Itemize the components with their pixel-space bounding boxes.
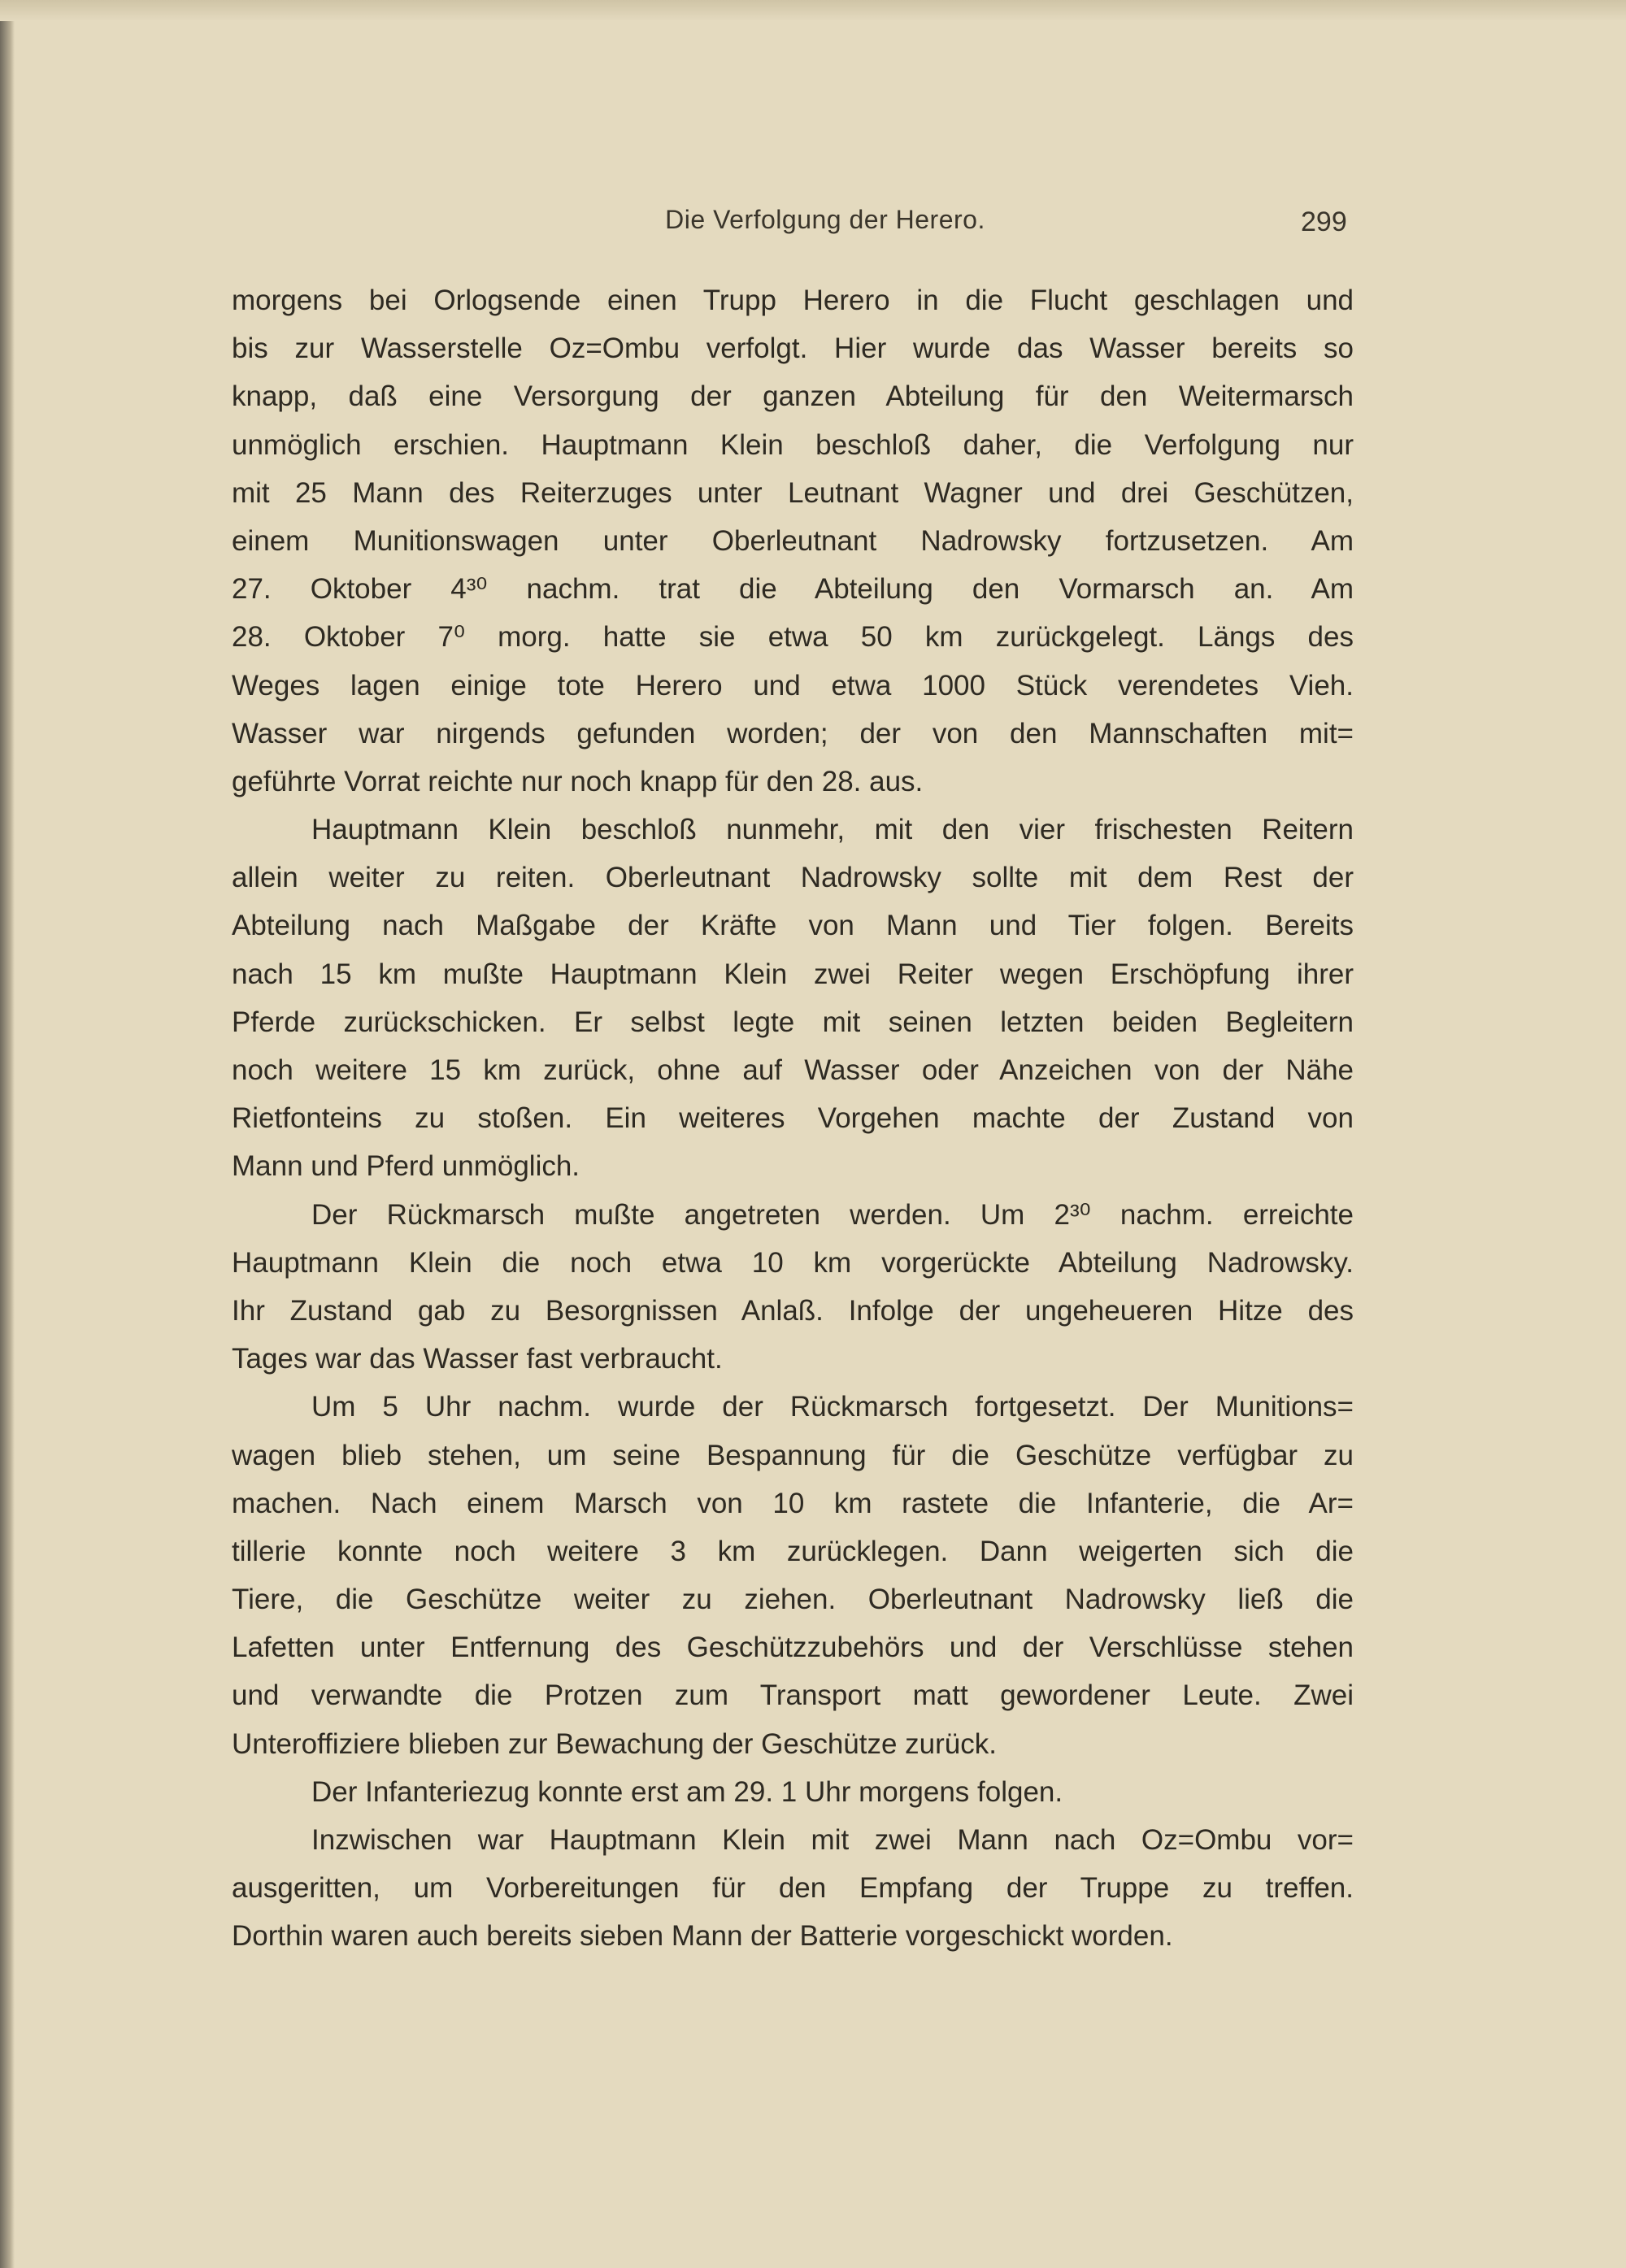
text-line: Dorthin waren auch bereits sieben Mann der Batterie vorgeschickt worden. bbox=[232, 1920, 1173, 1953]
text-line: allein weiter zu reiten. Oberleutnant Nadrowsky sollte mit dem Rest der bbox=[232, 862, 1354, 894]
paragraph bbox=[232, 1821, 1354, 1966]
text-line: und verwandte die Protzen zum Transport matt gewordener Leute. Zwei bbox=[232, 1679, 1354, 1712]
text-line: Der Infanteriezug konnte erst am 29. 1 Uhr morgens folgen. bbox=[311, 1775, 1063, 1808]
text-line: Wasser war nirgends gefunden worden; der von den Mannschaften mit= bbox=[232, 717, 1354, 749]
paragraph bbox=[232, 1388, 1354, 1773]
paragraph bbox=[232, 810, 1354, 1196]
text-line: Pferde zurückschicken. Er selbst legte mit seinen letzten beiden Begleitern bbox=[232, 1006, 1354, 1038]
text-line: Mann und Pferd unmöglich. bbox=[232, 1150, 580, 1183]
text-line: wagen blieb stehen, um seine Bespannung für die Geschütze verfügbar zu bbox=[232, 1439, 1354, 1471]
text-line: ausgeritten, um Vorbereitungen für den Empfang der Truppe zu treffen. bbox=[232, 1872, 1354, 1905]
text-line: Abteilung nach Maßgabe der Kräfte von Mann und Tier folgen. Bereits bbox=[232, 910, 1354, 942]
text-line: bis zur Wasserstelle Oz=Ombu verfolgt. Hier wurde das Wasser bereits so bbox=[232, 332, 1354, 365]
text-line: Weges lagen einige tote Herero und etwa 1000 Stück verendetes Vieh. bbox=[232, 669, 1354, 702]
text-line: Lafetten unter Entfernung des Geschützzubehörs und der Verschlüsse stehen bbox=[232, 1631, 1354, 1664]
text-line: Tages war das Wasser fast verbraucht. bbox=[232, 1343, 723, 1375]
text-line: Tiere, die Geschütze weiter zu ziehen. Oberleutnant Nadrowsky ließ die bbox=[232, 1584, 1354, 1616]
page-top-edge bbox=[0, 0, 1626, 21]
text-line: Hauptmann Klein beschloß nunmehr, mit den vier frischesten Reitern bbox=[311, 814, 1354, 846]
text-line: nach 15 km mußte Hauptmann Klein zwei Reiter wegen Erschöpfung ihrer bbox=[232, 958, 1354, 990]
text-line: Rietfonteins zu stoßen. Ein weiteres Vorgehen machte der Zustand von bbox=[232, 1102, 1354, 1135]
paragraph bbox=[232, 281, 1354, 810]
text-line: Inzwischen war Hauptmann Klein mit zwei Mann nach Oz=Ombu vor= bbox=[311, 1824, 1354, 1856]
body-text bbox=[232, 281, 1354, 1966]
text-line: geführte Vorrat reichte nur noch knapp für den 28. aus. bbox=[232, 765, 924, 797]
text-line: unmöglich erschien. Hauptmann Klein beschloß daher, die Verfolgung nur bbox=[232, 428, 1354, 461]
paragraph bbox=[232, 1773, 1354, 1821]
book-spine-edge bbox=[0, 0, 15, 2268]
text-line: machen. Nach einem Marsch von 10 km rastete die Infanterie, die Ar= bbox=[232, 1487, 1354, 1519]
text-line: Ihr Zustand gab zu Besorgnissen Anlaß. Infolge der ungeheueren Hitze des bbox=[232, 1294, 1354, 1327]
text-line: tillerie konnte noch weitere 3 km zurücklegen. Dann weigerten sich die bbox=[232, 1535, 1354, 1567]
text-line: 28. Oktober 7⁰ morg. hatte sie etwa 50 km zurückgelegt. Längs des bbox=[232, 621, 1354, 654]
text-line: Um 5 Uhr nachm. wurde der Rückmarsch fortgesetzt. Der Munitions= bbox=[311, 1391, 1354, 1423]
text-line: mit 25 Mann des Reiterzuges unter Leutnant Wagner und drei Geschützen, bbox=[232, 476, 1354, 509]
text-line: 27. Oktober 4³⁰ nachm. trat die Abteilung den Vormarsch an. Am bbox=[232, 573, 1354, 606]
running-title: Die Verfolgung der Herero. bbox=[665, 205, 985, 234]
text-line: Der Rückmarsch mußte angetreten werden. Um 2³⁰ nachm. erreichte bbox=[311, 1198, 1354, 1231]
page-number: 299 bbox=[1301, 206, 1347, 237]
text-line: einem Munitionswagen unter Oberleutnant Nadrowsky fortzusetzen. Am bbox=[232, 524, 1354, 557]
paragraph bbox=[232, 1196, 1354, 1388]
text-line: morgens bei Orlogsende einen Trupp Herero in die Flucht geschlagen und bbox=[232, 285, 1354, 316]
text-line: noch weitere 15 km zurück, ohne auf Wasser oder Anzeichen von der Nähe bbox=[232, 1054, 1354, 1086]
text-line: Hauptmann Klein die noch etwa 10 km vorgerückte Abteilung Nadrowsky. bbox=[232, 1246, 1354, 1279]
text-line: Unteroffiziere blieben zur Bewachung der Geschütze zurück. bbox=[232, 1727, 997, 1760]
text-line: knapp, daß eine Versorgung der ganzen Abteilung für den Weitermarsch bbox=[232, 380, 1354, 413]
